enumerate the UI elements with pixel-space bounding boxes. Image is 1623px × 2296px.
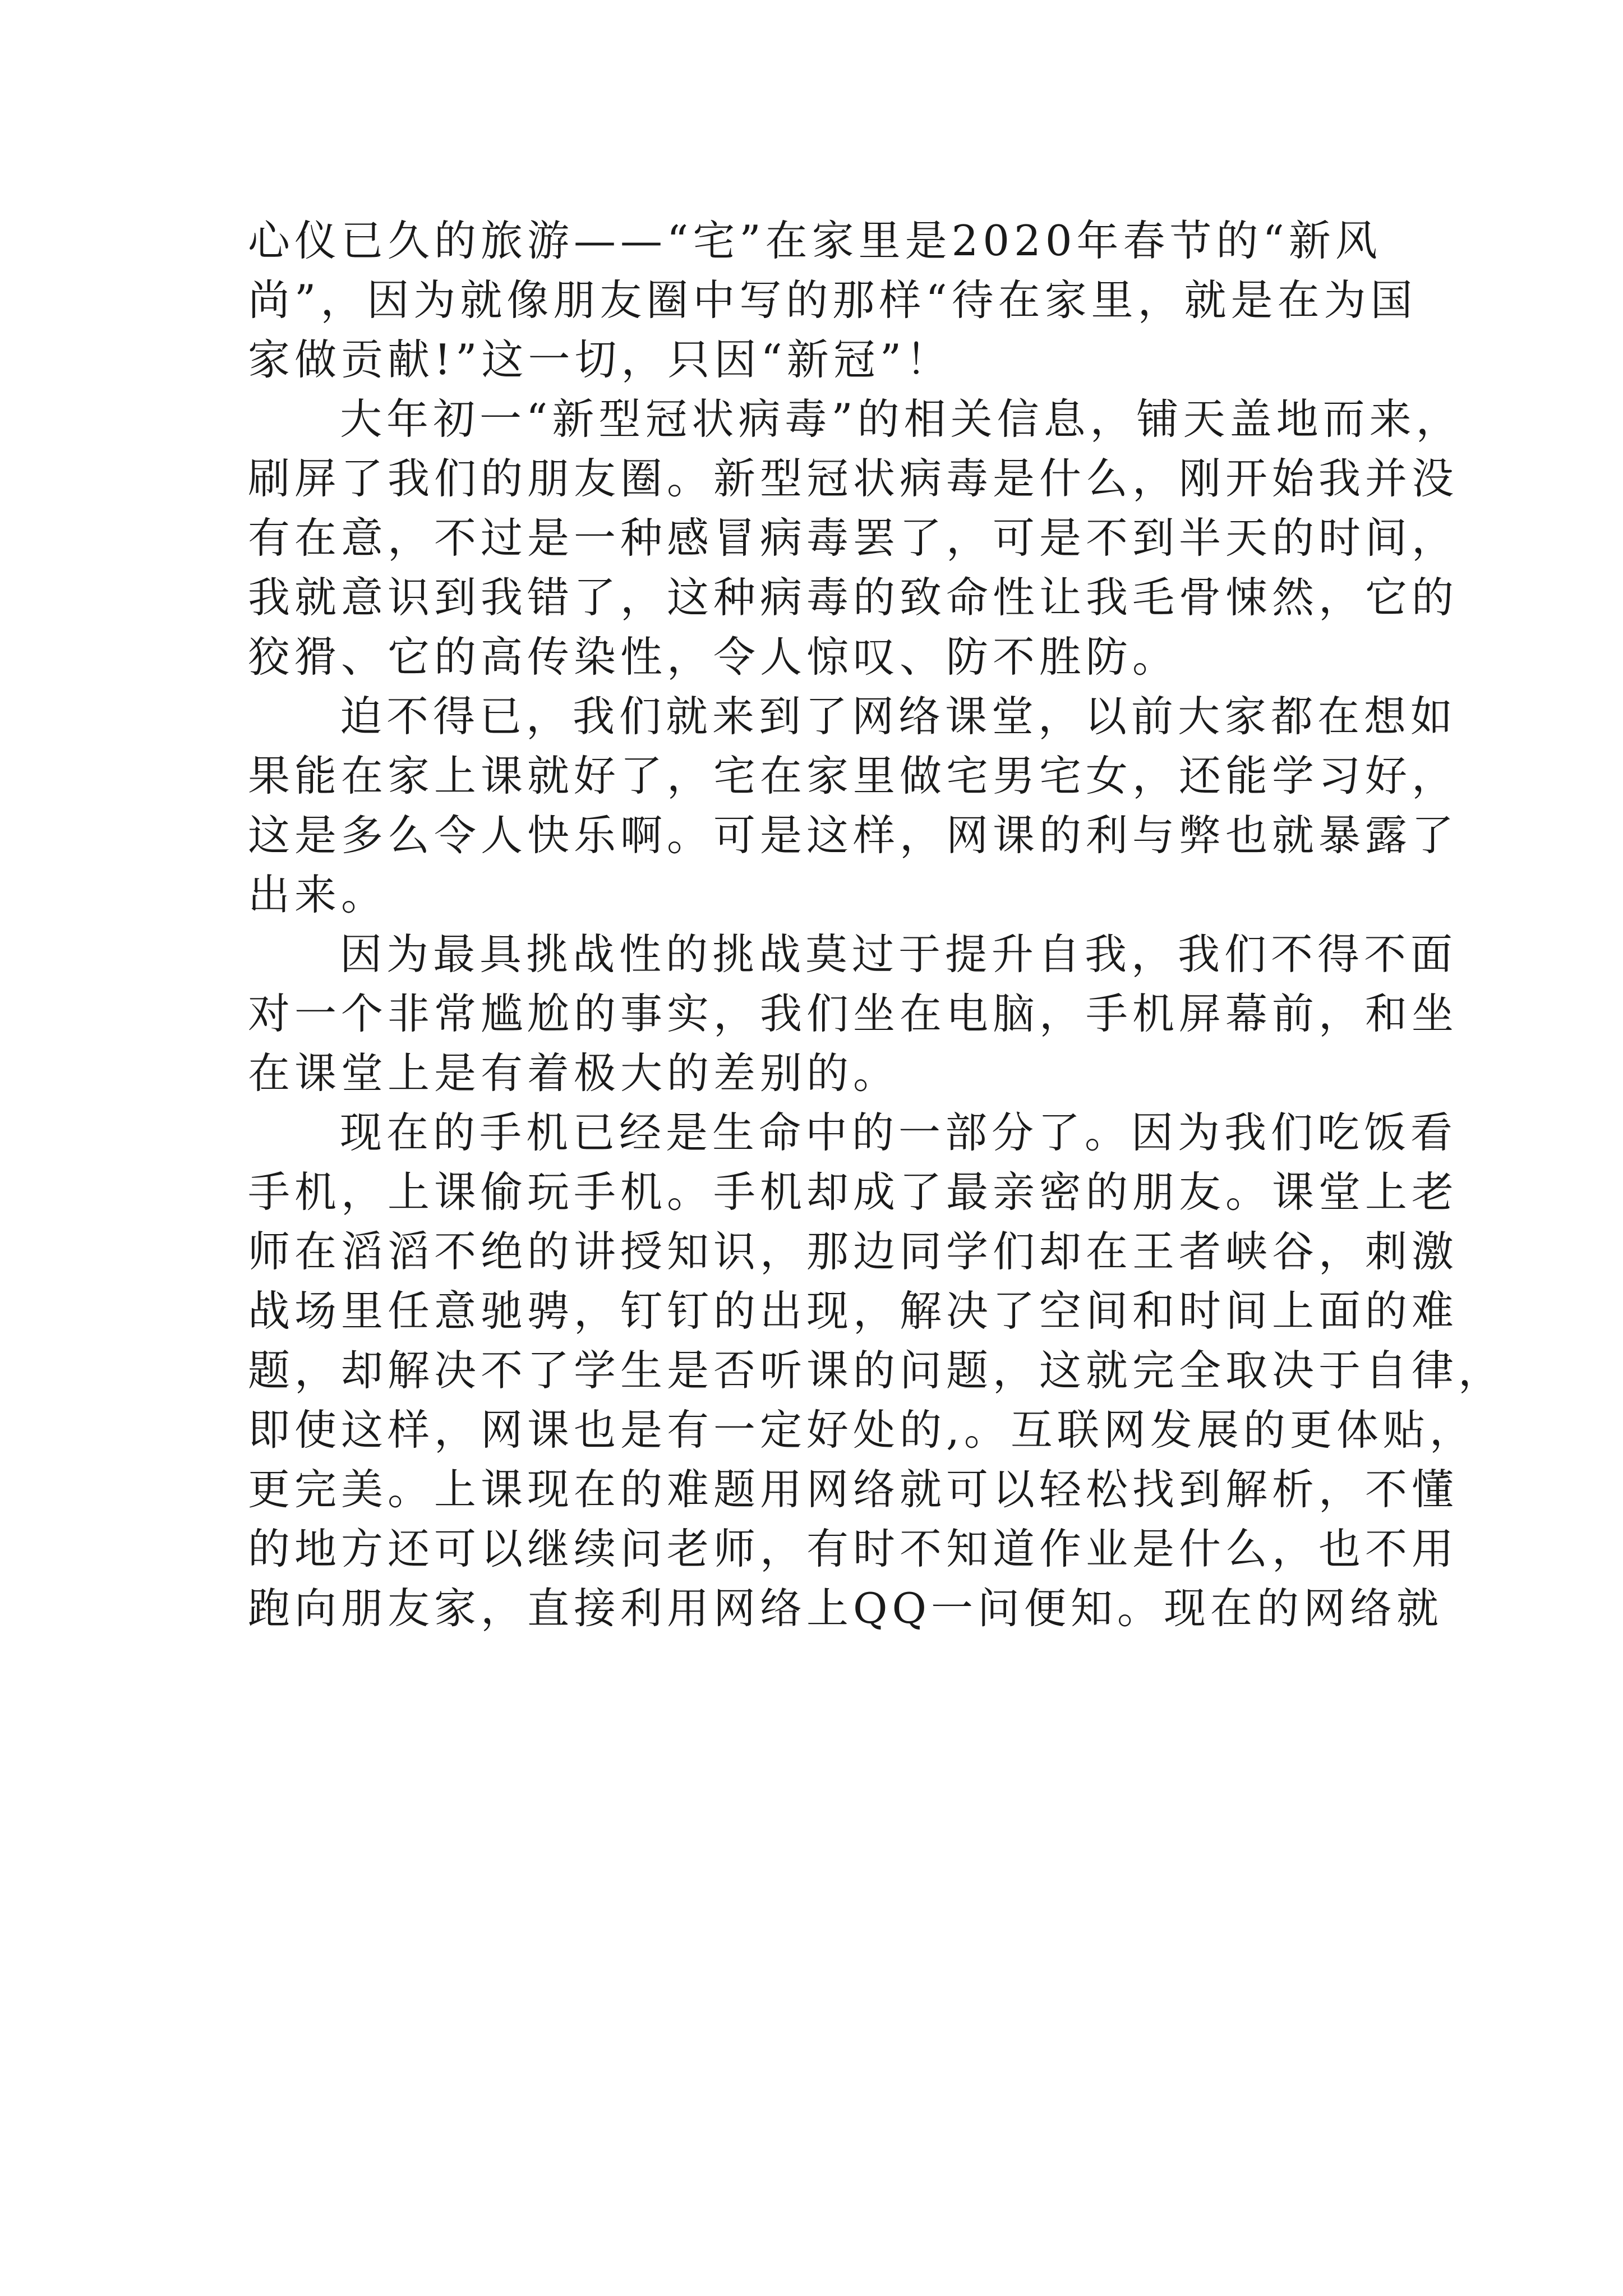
text-line: 跑向朋友家，直接利用网络上QQ一问便知。现在的网络就 — [248, 1584, 1443, 1633]
text-line: 现在的手机已经是生命中的一部分了。因为我们吃饭看 — [340, 1108, 1458, 1157]
text-line: 我就意识到我错了，这种病毒的致命性让我毛骨悚然，它的 — [248, 573, 1459, 622]
text-line: 刷屏了我们的朋友圈。新型冠状病毒是什么，刚开始我并没 — [248, 454, 1459, 503]
text-line: 大年初一“新型冠状病毒”的相关信息，铺天盖地而来， — [340, 394, 1463, 444]
text-line: 心仪已久的旅游——“宅”在家里是2020年春节的“新风 — [248, 216, 1382, 265]
text-line: 在课堂上是有着极大的差别的。 — [248, 1048, 900, 1098]
text-line: 家做贡献!”这一切，只因“新冠”！ — [248, 335, 953, 384]
text-line: 的地方还可以继续问老师，有时不知道作业是什么，也不用 — [248, 1524, 1459, 1573]
text-line: 师在滔滔不绝的讲授知识，那边同学们却在王者峡谷，刺激 — [248, 1227, 1459, 1276]
text-line: 狡猾、它的高传染性，令人惊叹、防不胜防。 — [248, 632, 1179, 682]
text-line: 战场里任意驰骋，钉钉的出现，解决了空间和时间上面的难 — [248, 1286, 1459, 1336]
text-line: 更完美。上课现在的难题用网络就可以轻松找到解析，不懂 — [248, 1465, 1459, 1514]
paragraph — [248, 687, 1459, 924]
text-line: 手机，上课偷玩手机。手机却成了最亲密的朋友。课堂上老 — [248, 1167, 1459, 1217]
paragraph — [248, 1103, 1505, 1638]
text-line: 果能在家上课就好了，宅在家里做宅男宅女，还能学习好， — [248, 751, 1459, 800]
text-line: 这是多么令人快乐啊。可是这样，网课的利与弊也就暴露了 — [248, 811, 1459, 860]
paragraph — [248, 389, 1463, 687]
document-body — [248, 211, 1505, 1638]
text-line: 即使这样，网课也是有一定好处的,。互联网发展的更体贴， — [248, 1405, 1476, 1455]
paragraph — [248, 924, 1459, 1103]
text-line: 尚”，因为就像朋友圈中写的那样“待在家里，就是在为国 — [248, 275, 1417, 325]
text-line: 题，却解决不了学生是否听课的问题，这就完全取决于自律， — [248, 1346, 1505, 1395]
text-line: 出来。 — [248, 870, 388, 919]
text-line: 有在意，不过是一种感冒病毒罢了，可是不到半天的时间， — [248, 513, 1459, 563]
text-line: 迫不得已，我们就来到了网络课堂，以前大家都在想如 — [340, 692, 1458, 741]
text-line: 因为最具挑战性的挑战莫过于提升自我，我们不得不面 — [340, 930, 1458, 979]
text-line: 对一个非常尴尬的事实，我们坐在电脑，手机屏幕前，和坐 — [248, 989, 1459, 1038]
paragraph — [248, 211, 1417, 389]
